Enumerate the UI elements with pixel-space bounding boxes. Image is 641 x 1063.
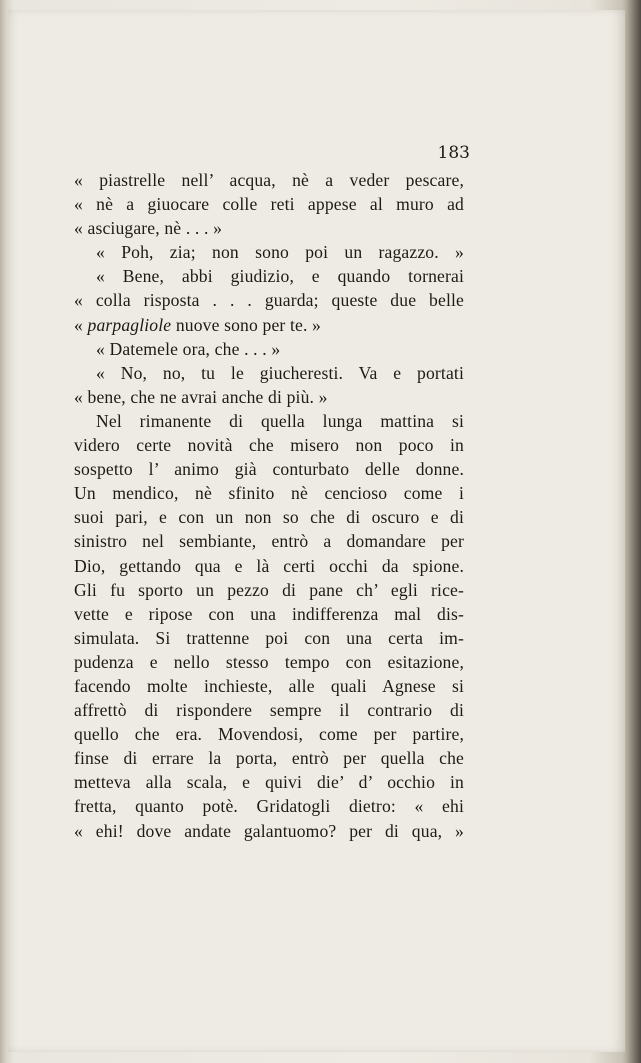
text-line: pudenza e nello stesso tempo con esitazione,: [74, 651, 464, 672]
text-line: « piastrelle nell’ acqua, nè a veder pescare,: [74, 170, 464, 190]
text-line: videro certe novità che misero non poco in: [74, 435, 464, 456]
text-line: Un mendico, nè sfinito nè cencioso come i: [74, 483, 464, 504]
text-line: affrettò di rispondere sempre il contrario di: [74, 700, 464, 721]
text-line: fretta, quanto potè. Gridatogli dietro: « ehi: [74, 796, 464, 817]
text-line: « No, no, tu le giucheresti. Va e portati: [96, 362, 464, 383]
text-line: « Datemele ora, che . . . »: [96, 338, 281, 359]
text-line: facendo molte inchieste, alle quali Agnese si: [74, 675, 464, 696]
text-line: « nè a giuocare colle reti appese al muro ad: [74, 194, 464, 215]
text-line: Dio, gettando qua e là certi occhi da spione.: [74, 555, 464, 576]
text-line-prefix: «: [74, 314, 88, 335]
text-line: « asciugare, nè . . . »: [74, 218, 223, 239]
text-line: Nel rimanente di quella lunga mattina si: [96, 410, 464, 431]
text-line: « Bene, abbi giudizio, e quando tornerai: [96, 266, 464, 287]
text-line: « colla risposta . . . guarda; queste due belle: [74, 290, 464, 311]
text-line: sinistro nel sembiante, entrò a domandare per: [74, 531, 464, 552]
text-line: quello che era. Movendosi, come per partire,: [74, 724, 464, 745]
text-line: vette e ripose con una indifferenza mal dis-: [74, 603, 464, 624]
text-line: simulata. Si trattenne poi con una certa im-: [74, 627, 464, 648]
body-text: [74, 168, 464, 843]
italic-word: parpagliole: [87, 314, 172, 335]
text-line: [74, 313, 464, 337]
text-line: « Poh, zia; non sono poi un ragazzo. »: [96, 242, 464, 263]
text-line-suffix: nuove sono per te. »: [171, 314, 321, 335]
text-line: Gli fu sporto un pezzo di pane ch’ egli rice-: [74, 579, 464, 600]
page-number: 183: [437, 143, 470, 163]
text-line: finse di errare la porta, entrò per quella che: [74, 748, 464, 769]
book-edge: [625, 0, 641, 1063]
text-line: « bene, che ne avrai anche di più. »: [74, 386, 328, 407]
text-line: sospetto l’ animo già conturbato delle donne.: [74, 459, 464, 480]
text-line: « ehi! dove andate galantuomo? per di qua, »: [74, 820, 464, 841]
text-line: metteva alla scala, e quivi die’ d’ occhio in: [74, 772, 464, 793]
text-line: suoi pari, e con un non so che di oscuro e di: [74, 507, 464, 528]
